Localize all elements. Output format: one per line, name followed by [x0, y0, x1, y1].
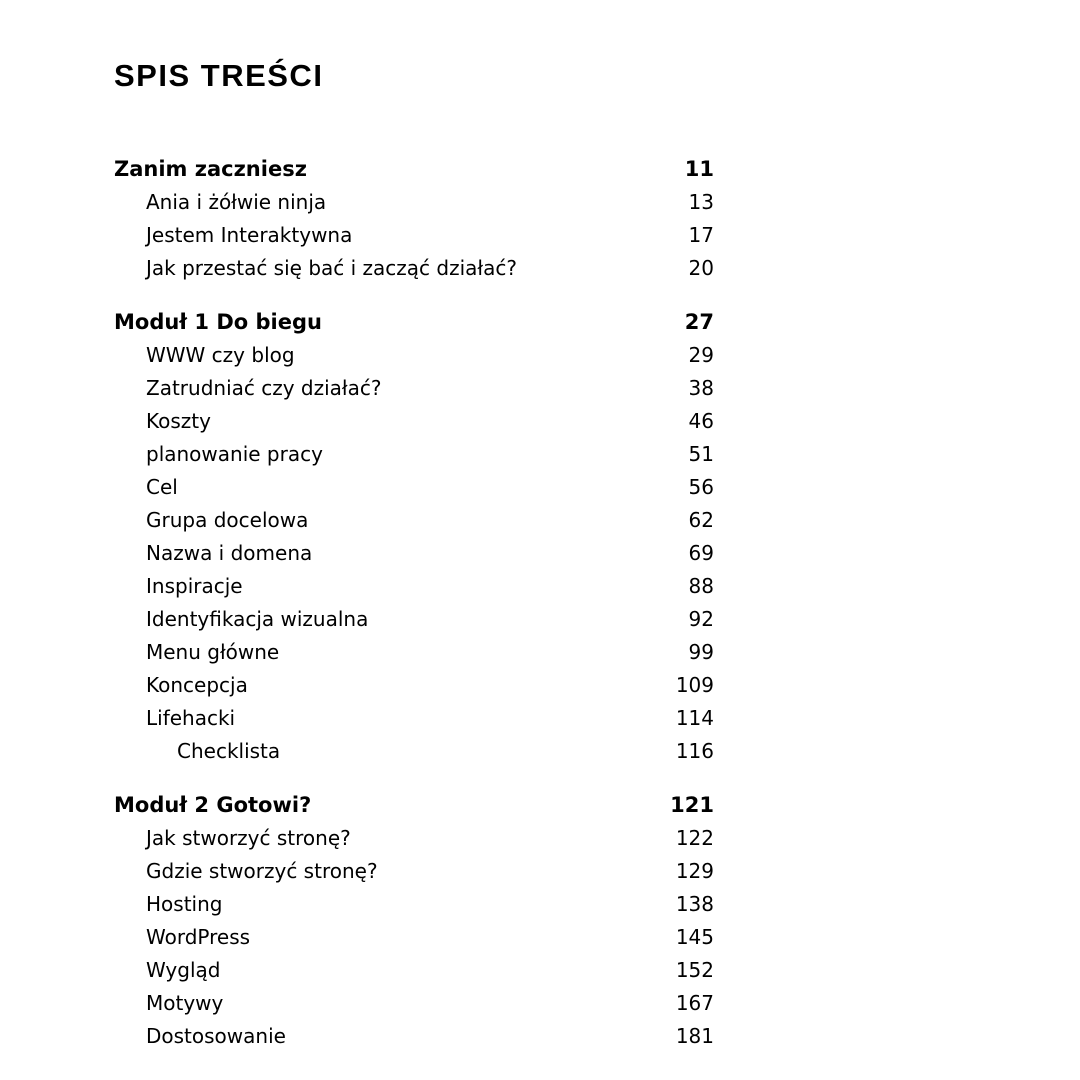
toc-entry-label: Wygląd [146, 958, 221, 982]
toc-page-number: 145 [675, 925, 714, 949]
toc-entry-label: Checklista [177, 739, 281, 763]
toc-entry[interactable] [114, 987, 714, 1020]
toc-entry-label: Jak stworzyć stronę? [146, 826, 351, 850]
toc-section [114, 306, 714, 768]
toc-entry-label: Menu główne [146, 640, 280, 664]
toc-entry[interactable] [114, 252, 714, 285]
toc-entry[interactable] [114, 603, 714, 636]
toc-entry-label: Inspiracje [146, 574, 243, 598]
toc-page-number: 56 [688, 475, 714, 499]
toc-page-number: 13 [688, 190, 714, 214]
toc-entry-label: Koncepcja [146, 673, 248, 697]
toc-entry-label: Grupa docelowa [146, 508, 309, 532]
toc-page-number: 152 [675, 958, 714, 982]
toc-entry[interactable] [114, 954, 714, 987]
toc-entry[interactable] [114, 504, 714, 537]
toc-page-number: 11 [684, 157, 714, 181]
toc-entry-label: WWW czy blog [146, 343, 295, 367]
toc-entry[interactable] [114, 822, 714, 855]
toc-page-number: 138 [675, 892, 714, 916]
toc-page-number: 109 [675, 673, 714, 697]
toc-entry-label: Lifehacki [146, 706, 236, 730]
toc-section-heading[interactable] [114, 153, 714, 186]
toc-entry[interactable] [114, 855, 714, 888]
page-title: SPIS TREŚCI [114, 58, 324, 93]
toc-entry[interactable] [114, 471, 714, 504]
toc-page-number: 88 [688, 574, 714, 598]
toc-entry-label: Jestem Interaktywna [146, 223, 353, 247]
toc-page-number: 181 [675, 1024, 714, 1048]
toc-page-number: 114 [675, 706, 714, 730]
toc-entry-label: WordPress [146, 925, 251, 949]
toc-entry[interactable] [114, 186, 714, 219]
toc-entry-label: Identyfikacja wizualna [146, 607, 369, 631]
toc-entry-label: Zatrudniać czy działać? [146, 376, 382, 400]
toc-section [114, 153, 714, 285]
toc-page-number: 27 [684, 310, 714, 334]
toc-entry[interactable] [114, 888, 714, 921]
toc-entry[interactable] [114, 669, 714, 702]
toc-page-number: 38 [688, 376, 714, 400]
toc-entry-label: Nazwa i domena [146, 541, 313, 565]
toc-section-heading[interactable] [114, 306, 714, 339]
toc-entry-label: Koszty [146, 409, 211, 433]
toc-entry[interactable] [114, 570, 714, 603]
toc-page-number: 116 [675, 739, 714, 763]
toc-entry[interactable] [114, 219, 714, 252]
toc-entry[interactable] [114, 537, 714, 570]
toc-entry-label: Moduł 2 Gotowi? [114, 793, 312, 817]
toc-page-number: 29 [688, 343, 714, 367]
toc-entry-label: Gdzie stworzyć stronę? [146, 859, 378, 883]
toc-entry-label: Dostosowanie [146, 1024, 286, 1048]
toc-entry[interactable] [114, 735, 714, 768]
toc-page-number: 20 [688, 256, 714, 280]
toc-section [114, 789, 714, 1053]
toc-entry[interactable] [114, 636, 714, 669]
toc-page-number: 122 [675, 826, 714, 850]
toc-page-number: 51 [688, 442, 714, 466]
toc-entry-label: Zanim zaczniesz [114, 157, 307, 181]
toc-entry[interactable] [114, 1020, 714, 1053]
toc-entry[interactable] [114, 339, 714, 372]
toc-entry-label: Hosting [146, 892, 223, 916]
toc-page-number: 121 [670, 793, 714, 817]
toc-page-number: 167 [675, 991, 714, 1015]
toc-entry-label: planowanie pracy [146, 442, 323, 466]
toc-entry-label: Jak przestać się bać i zacząć działać? [146, 256, 517, 280]
toc-page-number: 46 [688, 409, 714, 433]
toc-page-number: 62 [688, 508, 714, 532]
toc-entry-label: Motywy [146, 991, 224, 1015]
toc-page-number: 129 [675, 859, 714, 883]
toc-page-number: 69 [688, 541, 714, 565]
toc-page-number: 92 [688, 607, 714, 631]
toc-entry[interactable] [114, 405, 714, 438]
toc-entry-label: Moduł 1 Do biegu [114, 310, 322, 334]
toc-entry[interactable] [114, 702, 714, 735]
toc-entry-label: Cel [146, 475, 178, 499]
toc-entry[interactable] [114, 921, 714, 954]
toc-page-number: 99 [688, 640, 714, 664]
toc-section-heading[interactable] [114, 789, 714, 822]
toc-entry[interactable] [114, 438, 714, 471]
toc-entry[interactable] [114, 372, 714, 405]
toc-page-number: 17 [688, 223, 714, 247]
table-of-contents [114, 153, 714, 1074]
toc-entry-label: Ania i żółwie ninja [146, 190, 327, 214]
